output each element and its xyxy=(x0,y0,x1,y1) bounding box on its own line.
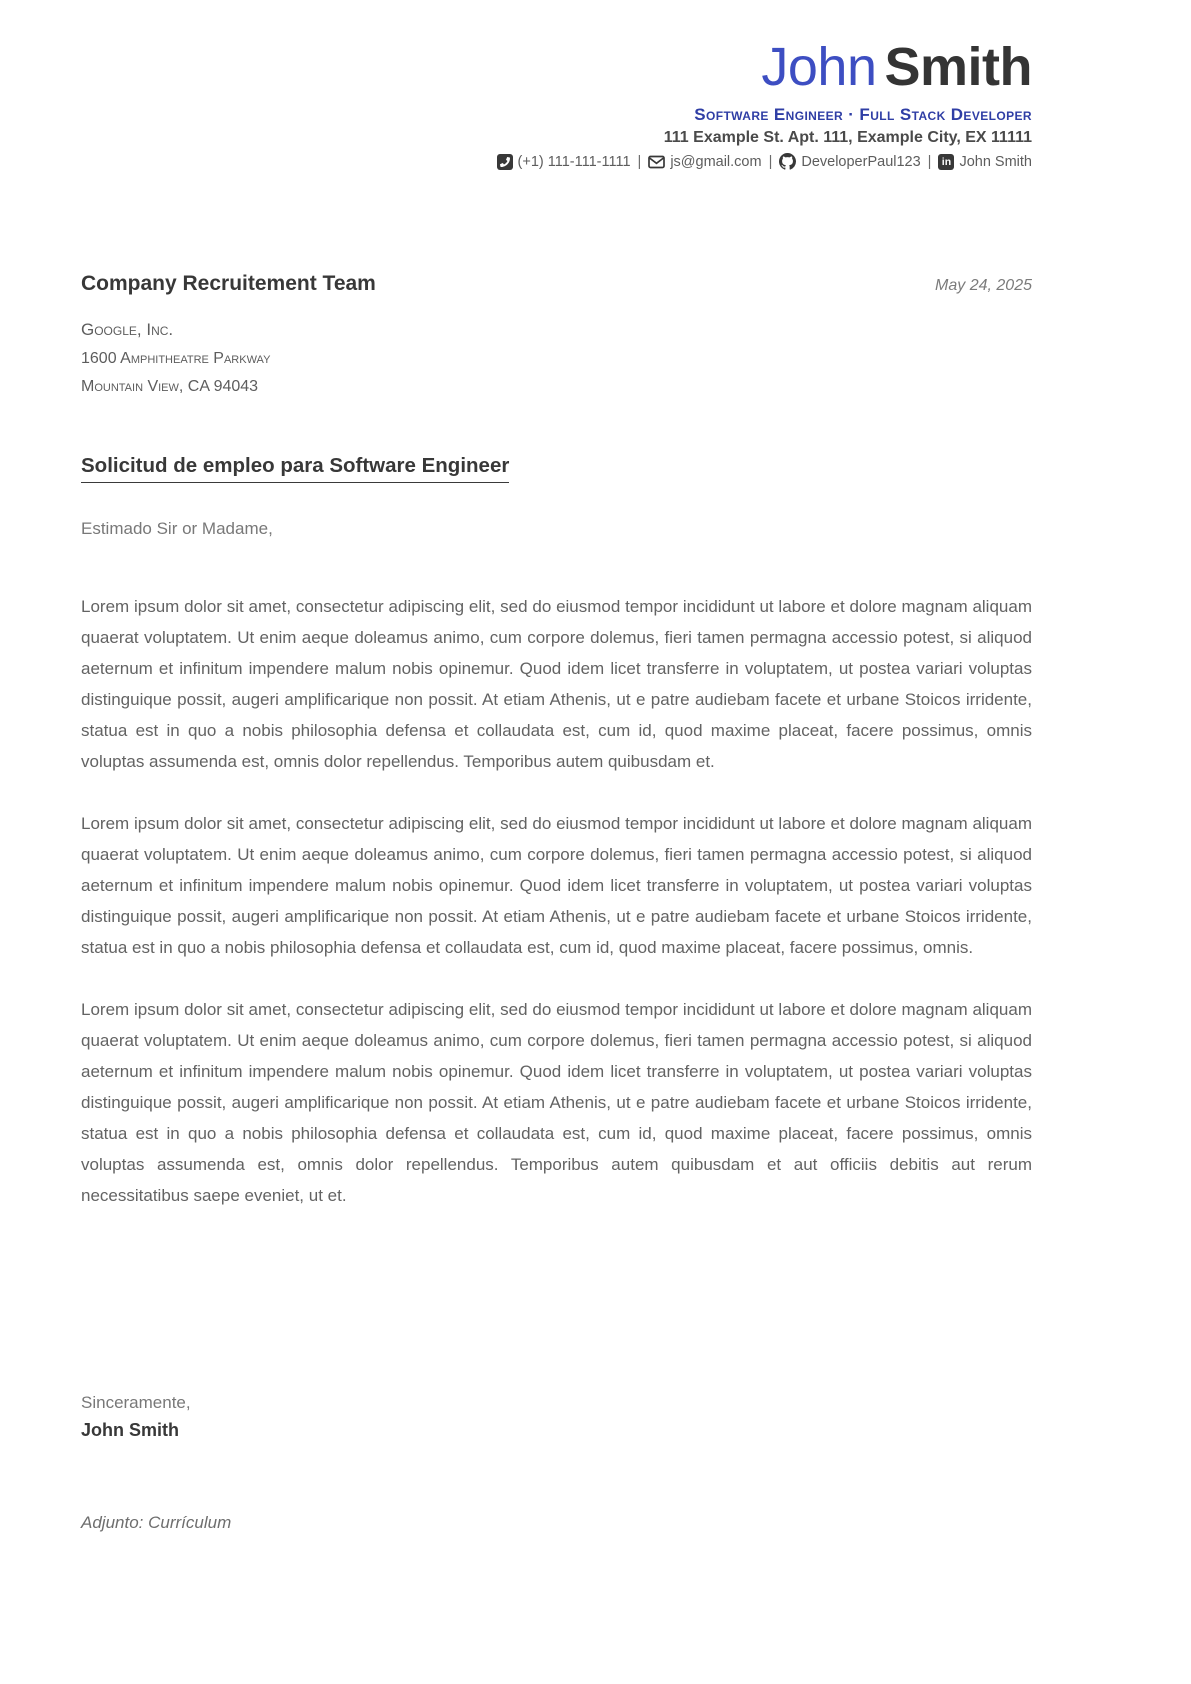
recipient-company: Google, Inc. xyxy=(81,320,174,340)
body-paragraph-3: Lorem ipsum dolor sit amet, consectetur adipiscing elit, sed do eiusmod tempor incididunt ut labore et dolore magnam aliquam quaerat voluptatem. Ut enim aeque doleamus animo, cum corpore dolemus, fieri tamen permagna accessio potest, si aliquod aeternum et infinitum impendere malum nobis opinemur. Quod idem licet transferre in voluptatem, ut postea variari voluptas distinguique possit, augeri amplificarique non possit. At etiam Athenis, ut e patre audiebam facete et urbane Stoicos irridente, statua est in quo a nobis philosophia defensa et collaudata est, cum id, quod maxime placeat, facere possimus, omnis voluptas assumenda est, omnis dolor repellendus. Temporibus autem quibusdam et aut officiis debitis aut rerum necessitatibus saepe eveniet, ut et. xyxy=(81,1000,1032,1206)
body-paragraph-1: Lorem ipsum dolor sit amet, consectetur adipiscing elit, sed do eiusmod tempor incididunt ut labore et dolore magnam aliquam quaerat voluptatem. Ut enim aeque doleamus animo, cum corpore dolemus, fieri tamen permagna accessio potest, si aliquod aeternum et infinitum impendere malum nobis opinemur. Quod idem licet transferre in voluptatem, ut postea variari voluptas distinguique possit, augeri amplificarique non possit. At etiam Athenis, ut e patre audiebam facete et urbane Stoicos irridente, statua est in quo a nobis philosophia defensa et collaudata est, cum id, quod maxime placeat, facere possimus, omnis voluptas assumenda est, omnis dolor repellendus. Temporibus autem quibusdam et. xyxy=(81,597,1032,772)
recipient-block xyxy=(81,272,1032,396)
email-link[interactable] xyxy=(648,154,761,170)
contact-separator: | xyxy=(927,153,932,170)
body-paragraph-2: Lorem ipsum dolor sit amet, consectetur adipiscing elit, sed do eiusmod tempor incididunt ut labore et dolore magnam aliquam quaerat voluptatem. Ut enim aeque doleamus animo, cum corpore dolemus, fieri tamen permagna accessio potest, si aliquod aeternum et infinitum impendere malum nobis opinemur. Quod idem licet transferre in voluptatem, ut postea variari voluptas distinguique possit, augeri amplificarique non possit. At etiam Athenis, ut e patre audiebam facete et urbane Stoicos irridente, statua est in quo a nobis philosophia defensa et collaudata est, cum id, quod maxime placeat, facere possimus, omnis. xyxy=(81,814,1032,958)
closing-text: Sinceramente, xyxy=(81,1393,191,1413)
salutation: Estimado Sir or Madame, xyxy=(81,519,273,539)
linkedin-link[interactable] xyxy=(938,154,1032,170)
closing-block xyxy=(81,1393,1032,1441)
applicant-last-name: Smith xyxy=(884,37,1032,97)
position-line: Software Engineer · Full Stack Developer xyxy=(694,105,1032,125)
github-username: DeveloperPaul123 xyxy=(801,153,921,170)
email-address: js@gmail.com xyxy=(670,153,762,170)
linkedin-icon: in xyxy=(938,154,954,170)
linkedin-name: John Smith xyxy=(959,153,1032,170)
applicant-address: 111 Example St. Apt. 111, Example City, EX 11111 xyxy=(663,129,1032,147)
applicant-first-name: John xyxy=(761,37,877,97)
github-link[interactable] xyxy=(779,153,920,170)
letter-header xyxy=(81,38,1032,170)
contact-line xyxy=(81,153,1032,170)
phone-icon xyxy=(497,154,513,170)
letter-subject: Solicitud de empleo para Software Engineer xyxy=(81,454,509,483)
letter-date: May 24, 2025 xyxy=(935,277,1032,295)
applicant-name xyxy=(81,38,1032,96)
phone-number: (+1) 111-111-1111 xyxy=(517,153,631,170)
enclosure-note: Adjunto: Currículum xyxy=(81,1513,232,1533)
phone-link[interactable] xyxy=(497,154,631,170)
email-icon xyxy=(648,155,665,169)
github-icon xyxy=(779,153,796,170)
signature-name: John Smith xyxy=(81,1420,179,1441)
letter-body xyxy=(81,454,1032,1211)
recipient-address-line-2: Mountain View, CA 94043 xyxy=(81,378,259,396)
recipient-team: Company Recruitement Team xyxy=(81,272,376,296)
contact-separator: | xyxy=(768,153,773,170)
contact-separator: | xyxy=(637,153,642,170)
recipient-address-line-1: 1600 Amphitheatre Parkway xyxy=(81,350,271,368)
